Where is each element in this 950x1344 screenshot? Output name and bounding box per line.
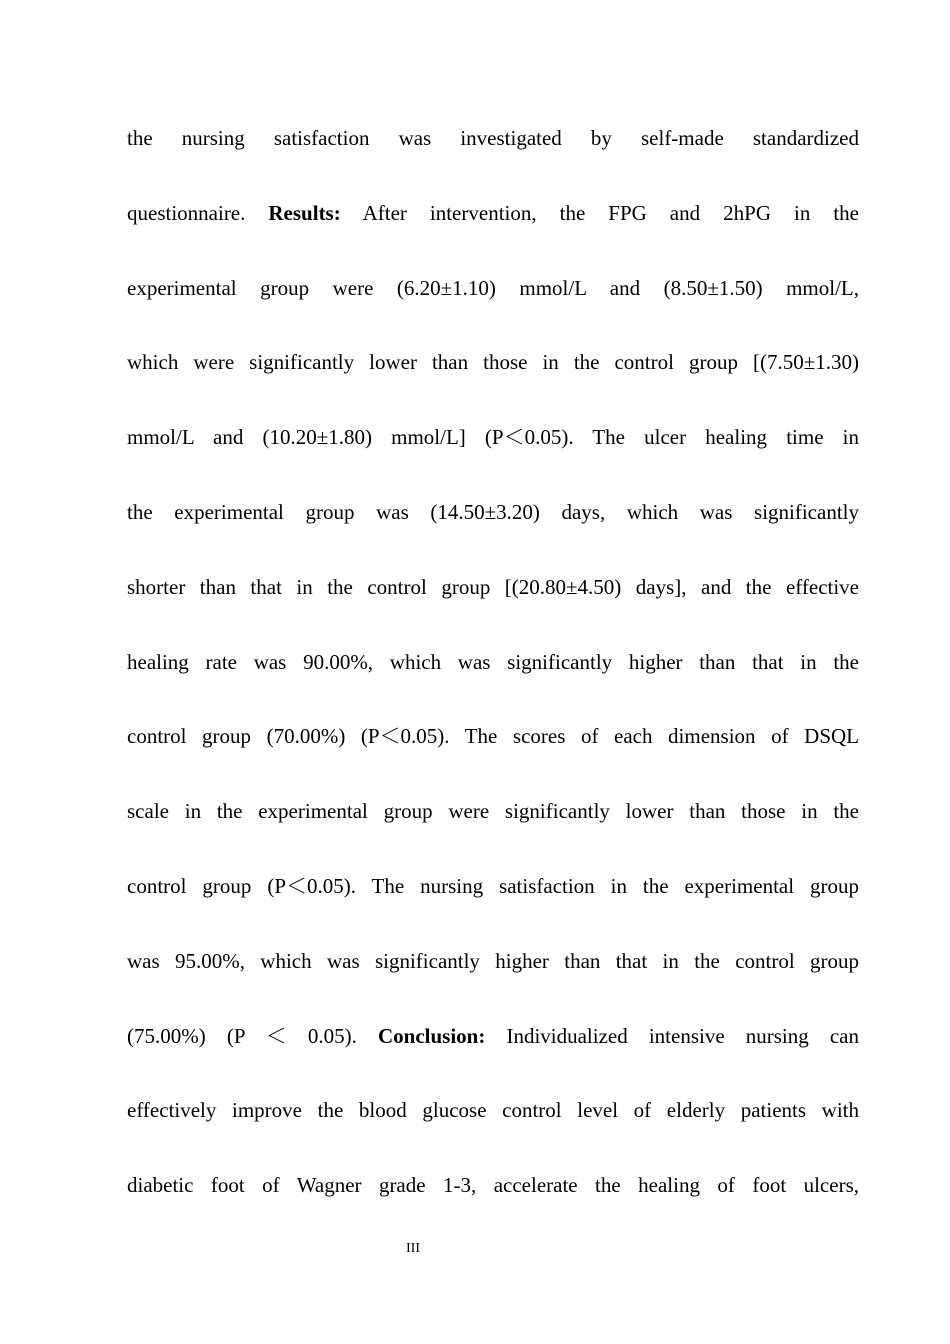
text-line: mmol/L and (10.20±1.80) mmol/L] (P＜0.05). The ulcer healing time in (127, 425, 859, 450)
page-number: III (406, 1241, 420, 1256)
text-line: effectively improve the blood glucose control level of elderly patients with (127, 1098, 859, 1123)
text-line: diabetic foot of Wagner grade 1-3, accelerate the healing of foot ulcers, (127, 1173, 859, 1198)
text-line: control group (70.00%) (P＜0.05). The scores of each dimension of DSQL (127, 724, 859, 749)
text-line: scale in the experimental group were significantly lower than those in the (127, 799, 859, 824)
text-line (127, 176, 859, 251)
text-line: shorter than that in the control group [(20.80±4.50) days], and the effective (127, 574, 859, 599)
text-line: which were significantly lower than those in the control group [(7.50±1.30) (127, 350, 859, 375)
text-line: was 95.00%, which was significantly higher than that in the control group (127, 948, 859, 973)
text-span: After intervention, the FPG and 2hPG in the (340, 200, 859, 225)
text-line: the experimental group was (14.50±3.20) days, which was significantly (127, 499, 859, 524)
text-span: Individualized intensive nursing can (485, 1023, 859, 1048)
text-line (127, 999, 859, 1074)
conclusion-heading: Conclusion: (378, 1023, 486, 1048)
text-line: healing rate was 90.00%, which was significantly higher than that in the (127, 649, 859, 674)
text-line: experimental group were (6.20±1.10) mmol/L and (8.50±1.50) mmol/L, (127, 275, 859, 300)
text-line: control group (P＜0.05). The nursing satisfaction in the experimental group (127, 873, 859, 898)
text-line: the nursing satisfaction was investigated by self-made standardized (127, 126, 859, 150)
text-span: (75.00%) (P ＜ 0.05). (127, 1023, 378, 1048)
text-span: questionnaire. (127, 200, 269, 225)
abstract-body (127, 101, 859, 1223)
results-heading: Results: (268, 200, 341, 225)
